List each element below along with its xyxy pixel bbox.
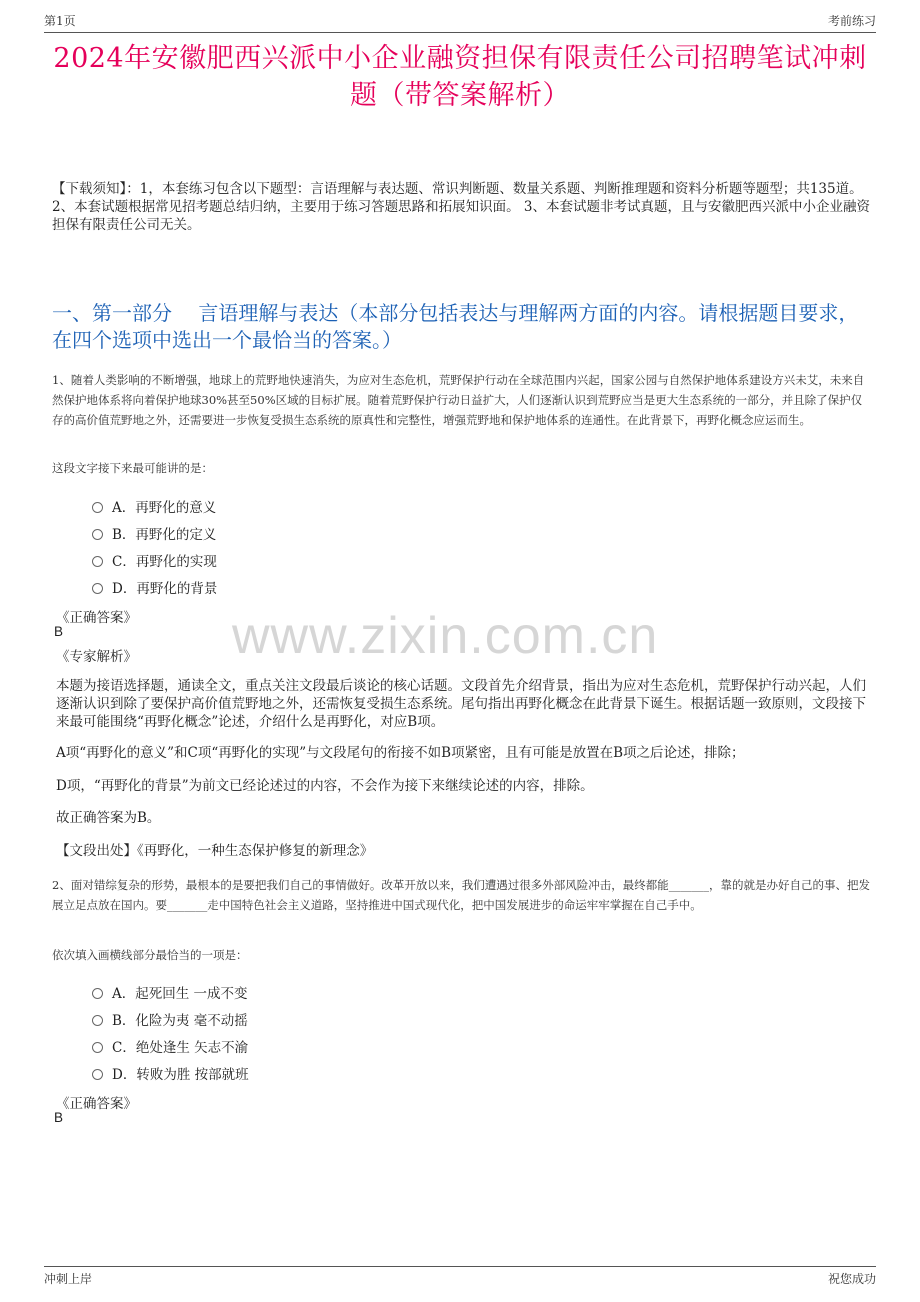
- header-label: 考前练习: [827, 14, 876, 28]
- radio-icon[interactable]: [92, 583, 103, 594]
- question-1-prompt: 这段文字接下来最可能讲的是：: [52, 461, 213, 475]
- q2-answer: B: [54, 1110, 64, 1125]
- radio-icon[interactable]: [92, 1042, 103, 1053]
- footer-left-text: 冲刺上岸: [44, 1272, 93, 1286]
- option-label: A．再野化的意义: [112, 500, 217, 516]
- option-label: A．起死回生 一成不变: [112, 986, 248, 1002]
- footer-right-text: 祝您成功: [827, 1272, 876, 1286]
- option-label: C．再野化的实现: [112, 554, 217, 570]
- q1-option-a[interactable]: [92, 496, 216, 516]
- radio-icon[interactable]: [92, 1015, 103, 1026]
- section-title: 一、第一部分 言语理解与表达（本部分包括表达与理解两方面的内容。请根据题目要求，在四个选项中选出一个最恰当的答案。）: [52, 301, 859, 352]
- page-number: 第1页: [44, 14, 76, 28]
- radio-icon[interactable]: [92, 988, 103, 999]
- q1-option-d[interactable]: [92, 577, 217, 597]
- q2-option-c[interactable]: [92, 1036, 248, 1056]
- option-label: D．转败为胜 按部就班: [112, 1067, 249, 1083]
- q1-analysis-paragraph: A项“再野化的意义”和C项“再野化的实现”与文段尾句的衔接不如B项紧密，且有可能是放置在B项之后论述，排除；: [56, 745, 745, 761]
- radio-icon[interactable]: [92, 556, 103, 567]
- radio-icon[interactable]: [92, 502, 103, 513]
- q2-option-b[interactable]: [92, 1009, 248, 1029]
- q1-option-b[interactable]: [92, 523, 216, 543]
- question-2-text: 2、面对错综复杂的形势，最根本的是要把我们自己的事情做好。改革开放以来，我们遭遇过很多外部风险冲击，最终都能_______，靠的就是办好自己的事、把发展立足点放在国内。要_______走中国特色社会主义道路，坚持推进中国式现代化，把中国发展进步的命运牢牢掌握在自己手中。: [52, 878, 871, 912]
- option-label: B．再野化的定义: [112, 527, 217, 543]
- q2-option-a[interactable]: [92, 982, 248, 1002]
- q1-answer-label: 《正确答案》: [56, 610, 137, 626]
- q1-analysis-paragraph: D项，“再野化的背景”为前文已经论述过的内容，不会作为接下来继续论述的内容，排除。: [56, 778, 594, 794]
- option-label: C．绝处逢生 矢志不渝: [112, 1040, 249, 1056]
- q1-analysis-label: 《专家解析》: [56, 649, 137, 665]
- q1-conclusion: 故正确答案为B。: [56, 810, 161, 826]
- option-label: B．化险为夷 毫不动摇: [112, 1013, 248, 1029]
- radio-icon[interactable]: [92, 1069, 103, 1080]
- header-rule: [44, 32, 876, 33]
- q1-source: 【文段出处】《再野化，一种生态保护修复的新理念》: [56, 843, 374, 859]
- q1-option-c[interactable]: [92, 550, 217, 570]
- q2-answer-label: 《正确答案》: [56, 1096, 137, 1112]
- footer-rule: [44, 1266, 876, 1267]
- watermark: www.zixin.com.cn: [232, 607, 659, 665]
- radio-icon[interactable]: [92, 529, 103, 540]
- question-2-prompt: 依次填入画横线部分最恰当的一项是：: [52, 948, 248, 962]
- q2-option-d[interactable]: [92, 1063, 249, 1083]
- option-label: D．再野化的背景: [112, 581, 218, 597]
- q1-answer: B: [54, 624, 64, 639]
- q1-analysis-paragraph: 本题为接语选择题，通读全文，重点关注文段最后谈论的核心话题。文段首先介绍背景，指出为应对生态危机，荒野保护行动兴起，人们逐渐认识到除了要保护高价值荒野地之外，还需恢复受损生态系统。尾句指出再野化概念在此背景下诞生。根据话题一致原则，文段接下来最可能围绕“再野化概念”论述，介绍什么是再野化，对应B项。: [56, 678, 866, 730]
- download-notice: 【下载须知】：1，本套练习包含以下题型：言语理解与表达题、常识判断题、数量关系题、判断推理题和资料分析题等题型；共135道。 2、本套试题根据常见招考题总结归纳，主要用于练习答题思路和拓展知识面。 3、本套试题非考试真题，且与安徽肥西兴派中小企业融资担保有限责任公司无关。: [52, 181, 870, 233]
- document-title: 2024年安徽肥西兴派中小企业融资担保有限责任公司招聘笔试冲刺题（带答案解析）: [53, 43, 867, 111]
- question-1-text: 1、随着人类影响的不断增强，地球上的荒野地快速消失，为应对生态危机，荒野保护行动在全球范围内兴起，国家公园与自然保护地体系建设方兴未艾，未来自然保护地体系将向着保护地球30%甚至50%区域的目标扩展。随着荒野保护行动日益扩大，人们逐渐认识到荒野应当是更大生态系统的一部分，并且除了保护仅存的高价值荒野地之外，还需要进一步恢复受损生态系统的原真性和完整性，增强荒野地和保护地体系的连通性。在此背景下，再野化概念应运而生。: [52, 373, 865, 427]
